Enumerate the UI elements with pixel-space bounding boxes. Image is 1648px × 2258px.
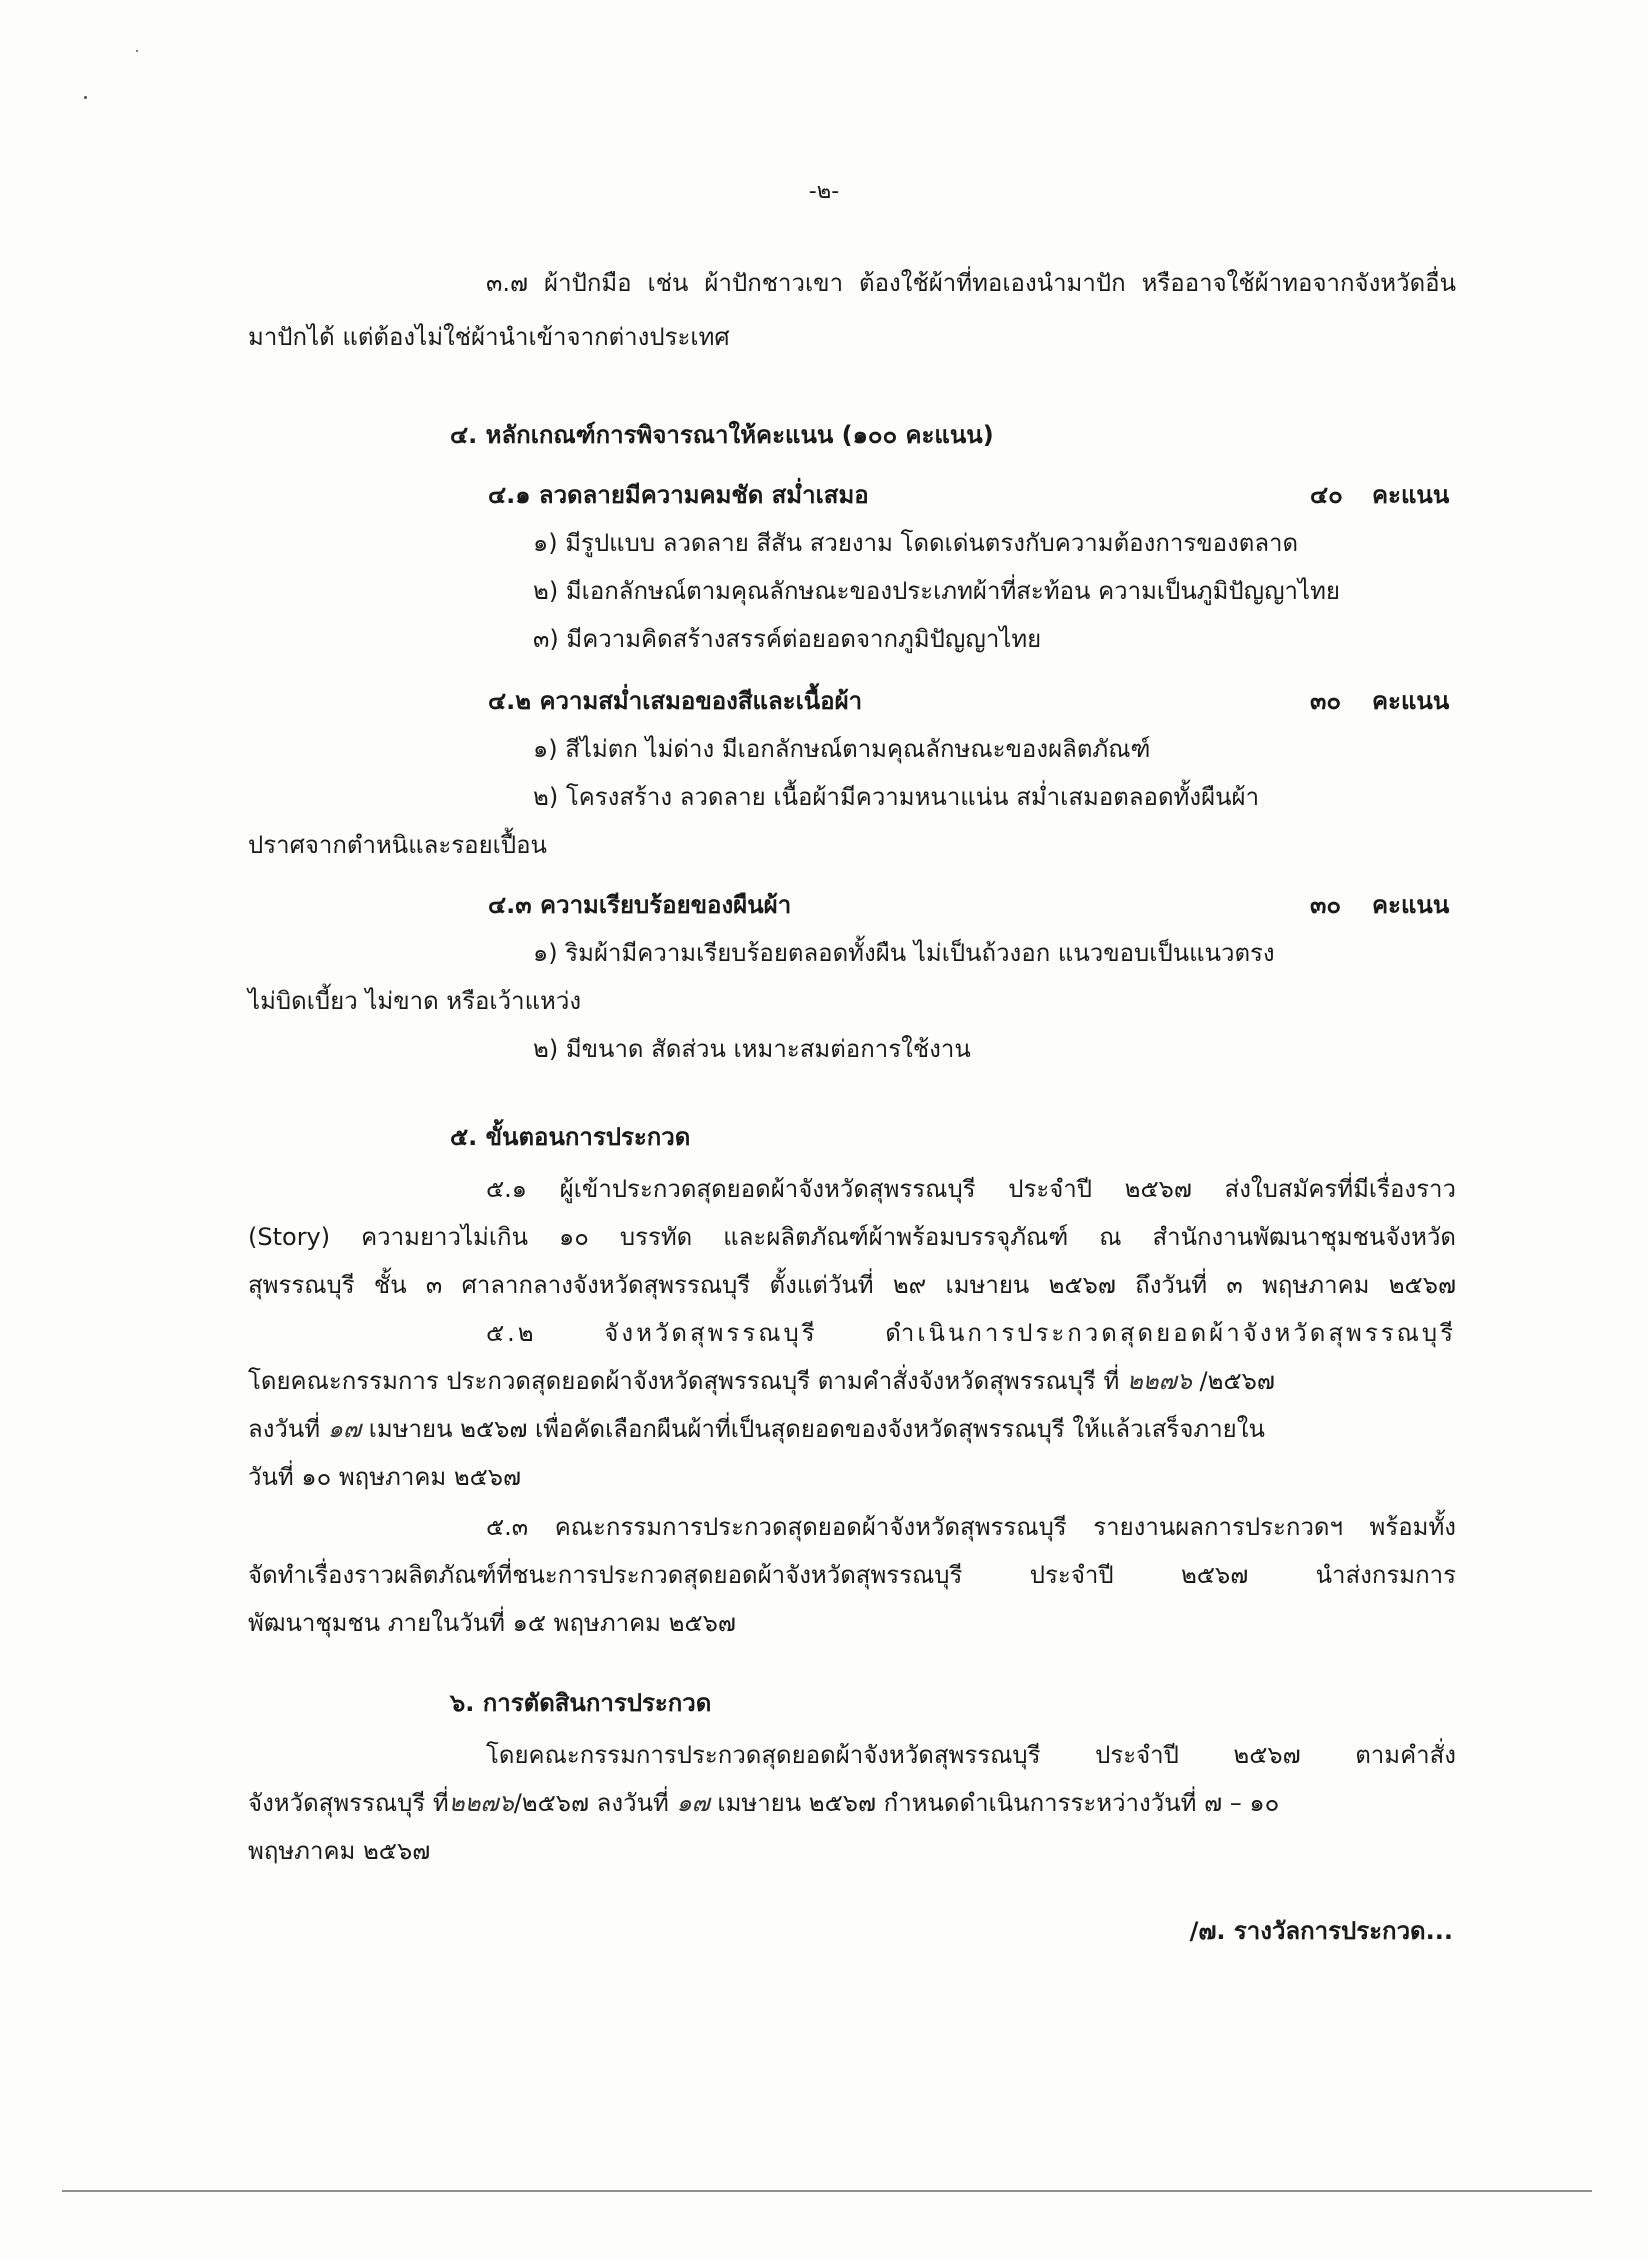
section-5-3-line2: จัดทำเรื่องราวผลิตภัณฑ์ที่ชนะการประกวดสุดยอดผ้าจังหวัดสุพรรณบุรี ประจำปี ๒๕๖๗ นำส่งกรมการ [248, 1561, 1456, 1589]
section-5-heading: ๕. ขั้นตอนการประกวด [450, 1123, 691, 1151]
section-6-line3: พฤษภาคม ๒๕๖๗ [248, 1837, 431, 1865]
criterion-4-1-item: ๓) มีความคิดสร้างสรรค์ต่อยอดจากภูมิปัญญาไทย [533, 625, 1042, 653]
section-5-3-line3: พัฒนาชุมชน ภายในวันที่ ๑๕ พฤษภาคม ๒๕๖๗ [248, 1609, 736, 1637]
scan-speck [84, 96, 87, 99]
section-6-line2 [248, 1788, 1279, 1819]
section-5-1-line2: (Story) ความยาวไม่เกิน ๑๐ บรรทัด และผลิตภัณฑ์ผ้าพร้อมบรรจุภัณฑ์ ณ สำนักงานพัฒนาชุมชนจังหวัด [248, 1223, 1456, 1251]
criterion-4-1-title: ๔.๑ ลวดลายมีความคมชัด สม่ำเสมอ [488, 481, 869, 509]
criterion-4-2-title: ๔.๒ ความสม่ำเสมอของสีและเนื้อผ้า [488, 687, 863, 715]
criterion-4-2-item2-cont: ปราศจากตำหนิและรอยเปื้อน [248, 831, 547, 859]
section-6-line2-pre: จังหวัดสุพรรณบุรี ที่ [248, 1789, 449, 1817]
section-6-line2-mid: /๒๕๖๗ ลงวันที่ [513, 1789, 669, 1817]
section-6-line1: โดยคณะกรรมการประกวดสุดยอดผ้าจังหวัดสุพรรณบุรี ประจำปี ๒๕๖๗ ตามคำสั่ง [486, 1741, 1456, 1769]
criterion-4-3-title: ๔.๓ ความเรียบร้อยของผืนผ้า [488, 891, 792, 919]
section-5-2-line3-post: เมษายน ๒๕๖๗ เพื่อคัดเลือกผืนผ้าที่เป็นสุดยอดของจังหวัดสุพรรณบุรี ให้แล้วเสร็จภายใน [368, 1415, 1265, 1443]
section-5-1-line1: ๕.๑ ผู้เข้าประกวดสุดยอดผ้าจังหวัดสุพรรณบุรี ประจำปี ๒๕๖๗ ส่งใบสมัครที่มีเรื่องราว [486, 1175, 1456, 1203]
section-6-heading: ๖. การตัดสินการประกวด [450, 1689, 712, 1717]
criterion-4-2-item1: ๑) สีไม่ตก ไม่ด่าง มีเอกลักษณ์ตามคุณลักษณะของผลิตภัณฑ์ [533, 735, 1151, 763]
section-5-2-line1: ๕.๒ จังหวัดสุพรรณบุรี ดำเนินการประกวดสุดยอดผ้าจังหวัดสุพรรณบุรี [486, 1319, 1456, 1347]
handwritten-order-number: ๒๒๗๖ [448, 1789, 514, 1817]
criterion-4-3-score: ๓๐ [1310, 891, 1342, 919]
criterion-4-2-unit: คะแนน [1372, 687, 1450, 715]
section-4-heading: ๔. หลักเกณฑ์การพิจารณาให้คะแนน (๑๐๐ คะแนน) [450, 421, 994, 449]
item-3-7-line2: มาปักได้ แต่ต้องไม่ใช่ผ้านำเข้าจากต่างประเทศ [248, 323, 730, 351]
continuation-note: /๗. รางวัลการประกวด... [1189, 1917, 1453, 1945]
handwritten-day: ๑๗ [327, 1415, 362, 1443]
section-5-2-line2 [248, 1366, 1275, 1397]
handwritten-order-number: ๒๒๗๖ [1126, 1367, 1192, 1395]
criterion-4-2-score: ๓๐ [1310, 687, 1342, 715]
criterion-4-3-item1-cont: ไม่บิดเบี้ยว ไม่ขาด หรือเว้าแหว่ง [248, 987, 582, 1015]
section-6-line2-post: เมษายน ๒๕๖๗ กำหนดดำเนินการระหว่างวันที่ ๗ – ๑๐ [717, 1789, 1280, 1817]
section-5-3-line1: ๕.๓ คณะกรรมการประกวดสุดยอดผ้าจังหวัดสุพรรณบุรี รายงานผลการประกวดฯ พร้อมทั้ง [486, 1513, 1456, 1541]
criterion-4-2-item2: ๒) โครงสร้าง ลวดลาย เนื้อผ้ามีความหนาแน่น สม่ำเสมอตลอดทั้งผืนผ้า [533, 783, 1260, 811]
section-5-1-line3: สุพรรณบุรี ชั้น ๓ ศาลากลางจังหวัดสุพรรณบุรี ตั้งแต่วันที่ ๒๙ เมษายน ๒๕๖๗ ถึงวันที่ ๓ พฤษภาคม ๒๕๖๗ [248, 1271, 1456, 1299]
section-5-2-line3-pre: ลงวันที่ [248, 1415, 321, 1443]
bottom-rule [62, 2190, 1592, 2192]
criterion-4-1-item: ๑) มีรูปแบบ ลวดลาย สีสัน สวยงาม โดดเด่นตรงกับความต้องการของตลาด [533, 529, 1299, 557]
criterion-4-3-unit: คะแนน [1372, 891, 1450, 919]
item-3-7-line1: ๓.๗ ผ้าปักมือ เช่น ผ้าปักชาวเขา ต้องใช้ผ้าที่ทอเองนำมาปัก หรืออาจใช้ผ้าทอจากจังหวัดอื่น [486, 269, 1456, 297]
criterion-4-1-score: ๔๐ [1310, 481, 1343, 509]
criterion-4-1-unit: คะแนน [1372, 481, 1450, 509]
criterion-4-1-item: ๒) มีเอกลักษณ์ตามคุณลักษณะของประเภทผ้าที่สะท้อน ความเป็นภูมิปัญญาไทย [533, 577, 1340, 605]
section-5-2-line4: วันที่ ๑๐ พฤษภาคม ๒๕๖๗ [248, 1463, 522, 1491]
criterion-4-3-item1: ๑) ริมผ้ามีความเรียบร้อยตลอดทั้งผืน ไม่เป็นถ้วงอก แนวขอบเป็นแนวตรง [533, 939, 1275, 967]
page-number: -๒- [808, 179, 840, 204]
section-5-2-line2-text: โดยคณะกรรมการ ประกวดสุดยอดผ้าจังหวัดสุพรรณบุรี ตามคำสั่งจังหวัดสุพรรณบุรี ที่ [248, 1367, 1120, 1395]
section-5-2-line2-year: /๒๕๖๗ [1199, 1367, 1275, 1395]
handwritten-day: ๑๗ [676, 1789, 710, 1817]
criterion-4-3-item2: ๒) มีขนาด สัดส่วน เหมาะสมต่อการใช้งาน [533, 1035, 971, 1063]
section-5-2-line3 [248, 1414, 1265, 1445]
scan-speck [136, 50, 138, 52]
